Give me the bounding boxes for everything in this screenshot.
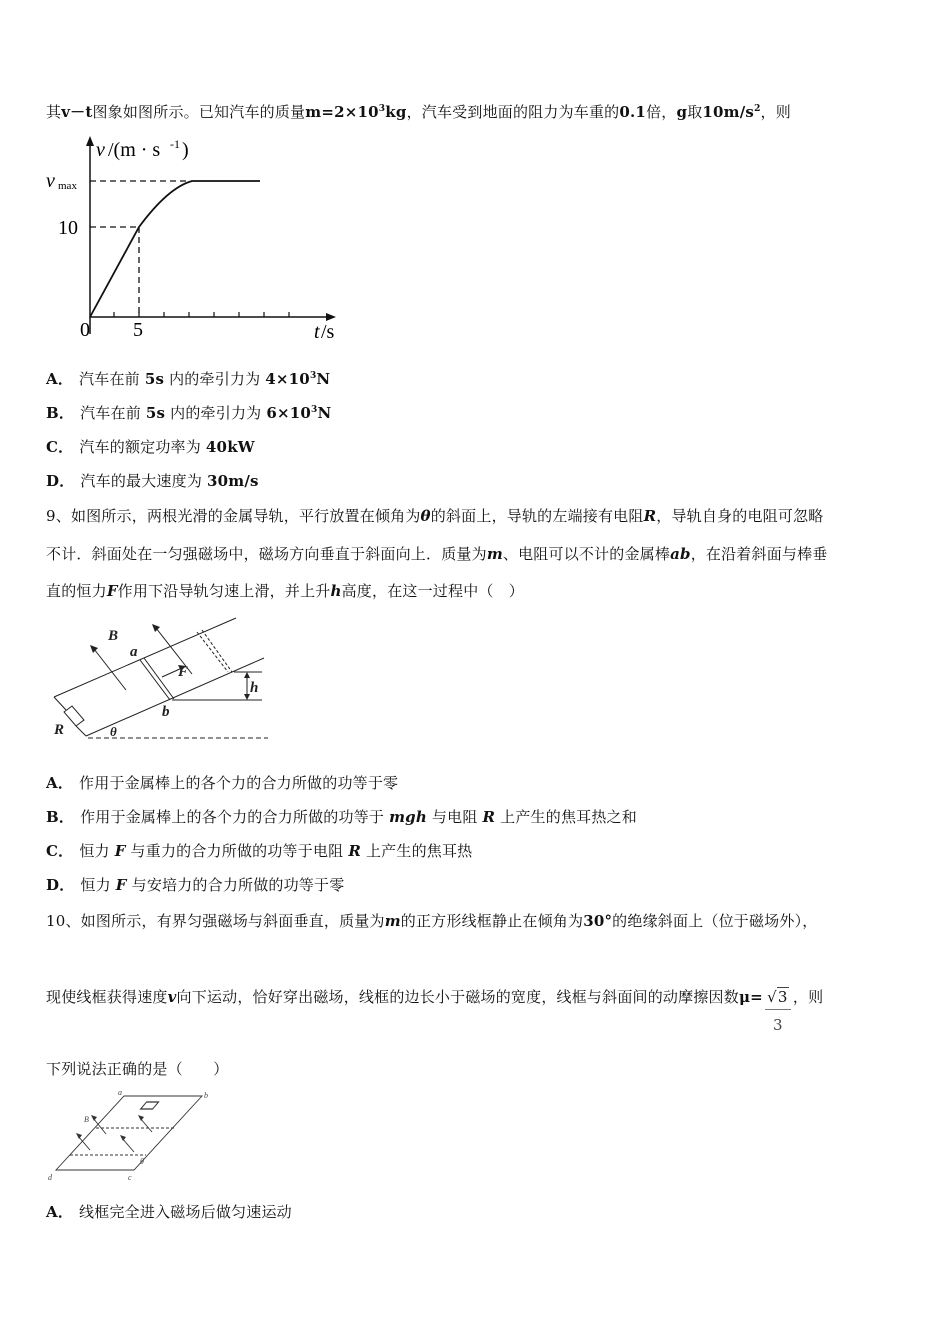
tick-10: 10 [58, 217, 78, 239]
symbol: F [115, 876, 127, 894]
option-label: C． [46, 438, 74, 456]
g-value: 10m/s [702, 103, 755, 121]
text: ，在沿着斜面与棒垂 [690, 545, 828, 563]
q9-option-a[interactable] [46, 772, 398, 794]
symbol: ab [670, 545, 691, 563]
option-label: D． [46, 876, 75, 894]
symbol: θ [420, 507, 431, 525]
symbol: F [114, 842, 126, 860]
label-R: R [54, 722, 65, 738]
option-text: 线框完全进入磁场后做匀速运动 [79, 1203, 292, 1221]
label-a: a [130, 644, 138, 660]
value: 6×10 [266, 404, 311, 422]
unit: N [317, 404, 332, 422]
option-text: 与电阻 [426, 808, 483, 826]
option-label: A． [46, 774, 74, 792]
exponent: 3 [309, 371, 317, 381]
q10-stem-line-3: 下列说法正确的是（ ） [46, 1060, 229, 1078]
y-axis-arrow-icon [86, 136, 94, 146]
text: 、电阻可以不计的金属棒 [502, 545, 671, 563]
text: 其 [46, 103, 62, 121]
option-text: 汽车在前 [80, 404, 146, 422]
value: 4×10 [265, 370, 310, 388]
text: 的绝缘斜面上（位于磁场外）， [612, 912, 818, 930]
b-field-arrow-icon [138, 1115, 144, 1121]
option-label: C． [46, 842, 74, 860]
q9-option-b[interactable] [46, 806, 637, 828]
symbol: m [384, 912, 401, 930]
label-b: b [204, 1091, 208, 1100]
text: 取 [687, 103, 703, 121]
text: 向下运动，恰好穿出磁场，线框的边长小于磁场的宽度，线框与斜面间的动摩擦因数 [176, 988, 739, 1006]
option-text: 作用于金属棒上的各个力的合力所做的功等于 [80, 808, 390, 826]
q10-stem-line-1 [46, 910, 817, 932]
unit: N [316, 370, 331, 388]
angle-value: 30° [583, 912, 613, 930]
x-axis-arrow-icon [326, 313, 336, 321]
text: ，则 [792, 988, 824, 1006]
exponent: 3 [378, 104, 386, 114]
option-label: D． [46, 472, 75, 490]
vt-chart [44, 134, 344, 346]
symbol: v [167, 988, 177, 1006]
q9-option-c[interactable] [46, 840, 472, 862]
option-text: 上产生的焦耳热之和 [495, 808, 637, 826]
label-h: h [250, 680, 259, 696]
label-b: b [162, 704, 170, 720]
ratio: 0.1 [619, 103, 647, 121]
option-label: A． [46, 1203, 74, 1221]
label-theta: θ [140, 1157, 144, 1166]
text: ，则 [760, 103, 791, 121]
q8-option-b[interactable] [46, 402, 331, 424]
numerator: 3 [777, 987, 788, 1006]
value: 5s [144, 370, 165, 388]
symbol: mgh [389, 808, 427, 826]
fraction-sqrt3-over-3: $\frac{√3}{3}$ [765, 987, 791, 1010]
q8-option-a[interactable] [46, 368, 330, 390]
unit: kg [385, 103, 407, 121]
q9-stem-line-1 [46, 505, 823, 527]
g-symbol: g [676, 103, 688, 121]
value: 5s [145, 404, 166, 422]
text: 作用下沿导轨匀速上滑，并上升 [117, 582, 331, 600]
option-text: 汽车的最大速度为 [80, 472, 207, 490]
value: 40kW [205, 438, 255, 456]
label-c: c [128, 1173, 132, 1182]
text: 的斜面上，导轨的左端接有电阻 [430, 507, 644, 525]
option-text: 汽车在前 [79, 370, 145, 388]
label-a: a [118, 1090, 122, 1097]
svg-text:/s: /s [321, 321, 335, 343]
label-F: F [178, 664, 189, 680]
text: 10、如图所示，有界匀强磁场与斜面垂直，质量为 [46, 912, 385, 930]
y-axis-label: v [96, 139, 105, 161]
option-text: 内的牵引力为 [165, 404, 267, 422]
symbol: R [482, 808, 496, 826]
text: ，导轨自身的电阻可忽略 [656, 507, 824, 525]
label-B: B [84, 1115, 89, 1124]
x-axis-label: t [314, 321, 320, 343]
q9-option-d[interactable] [46, 874, 344, 896]
option-text: 汽车的额定功率为 [79, 438, 206, 456]
value: 30m/s [207, 472, 259, 490]
option-text: 内的牵引力为 [164, 370, 266, 388]
svg-text:): ) [182, 139, 189, 161]
label-d: d [48, 1173, 52, 1182]
text: 不计．斜面处在一匀强磁场中，磁场方向垂直于斜面向上．质量为 [46, 545, 487, 563]
b-field-arrow-icon [120, 1135, 126, 1141]
option-text: 恒力 [80, 876, 116, 894]
q10-option-a[interactable] [46, 1201, 292, 1223]
option-text: 与安培力的合力所做的功等于零 [126, 876, 345, 894]
text: 高度，在这一过程中（ ） [341, 582, 524, 600]
symbol: h [330, 582, 342, 600]
b-field-arrow-icon [91, 1115, 97, 1121]
q10-incline-diagram [46, 1090, 216, 1182]
symbol: F [106, 582, 118, 600]
option-text: 与重力的合力所做的功等于电阻 [125, 842, 349, 860]
option-label: B． [46, 808, 75, 826]
text: v－t [61, 103, 93, 121]
vmax-label: v [46, 170, 55, 192]
label-theta: θ [110, 724, 117, 739]
q10-stem-line-2 [46, 985, 824, 1034]
exponent: 3 [311, 405, 318, 415]
q8-option-c[interactable] [46, 436, 255, 458]
symbol: R [643, 507, 657, 525]
option-text: 作用于金属棒上的各个力的合力所做的功等于零 [79, 774, 399, 792]
text: 倍， [646, 103, 677, 121]
mass-value: m=2×10 [305, 103, 379, 121]
option-label: B． [46, 404, 75, 422]
y-axis-unit-exp: -1 [170, 137, 180, 151]
text: 直的恒力 [46, 582, 107, 600]
option-text: 上产生的焦耳热 [361, 842, 473, 860]
q8-option-d[interactable] [46, 470, 259, 492]
text: ，汽车受到地面的阻力为车重的 [406, 103, 620, 121]
text: 现使线框获得速度 [46, 988, 168, 1006]
label-B: B [108, 628, 119, 644]
q9-rail-diagram [46, 612, 276, 747]
text: 图象如图所示。已知汽车的质量 [92, 103, 306, 121]
option-text: 恒力 [79, 842, 115, 860]
vt-curve [90, 181, 260, 317]
q8-stem [46, 101, 791, 123]
mu-symbol: μ= [738, 988, 763, 1006]
q9-stem-line-2 [46, 543, 828, 565]
b-field-arrow-icon [76, 1133, 82, 1139]
text: 的正方形线框静止在倾角为 [400, 912, 584, 930]
text: 9、如图所示，两根光滑的金属导轨，平行放置在倾角为 [46, 507, 421, 525]
symbol: m [486, 545, 503, 563]
q9-stem-line-3 [46, 580, 524, 602]
denominator: 3 [773, 1015, 783, 1034]
tick-5: 5 [133, 319, 143, 341]
exponent: 2 [754, 104, 761, 114]
y-axis-unit: /(m · s [108, 139, 161, 161]
option-label: A． [46, 370, 74, 388]
vmax-sub: max [58, 180, 77, 192]
tick-0: 0 [80, 319, 90, 341]
symbol: R [348, 842, 361, 860]
